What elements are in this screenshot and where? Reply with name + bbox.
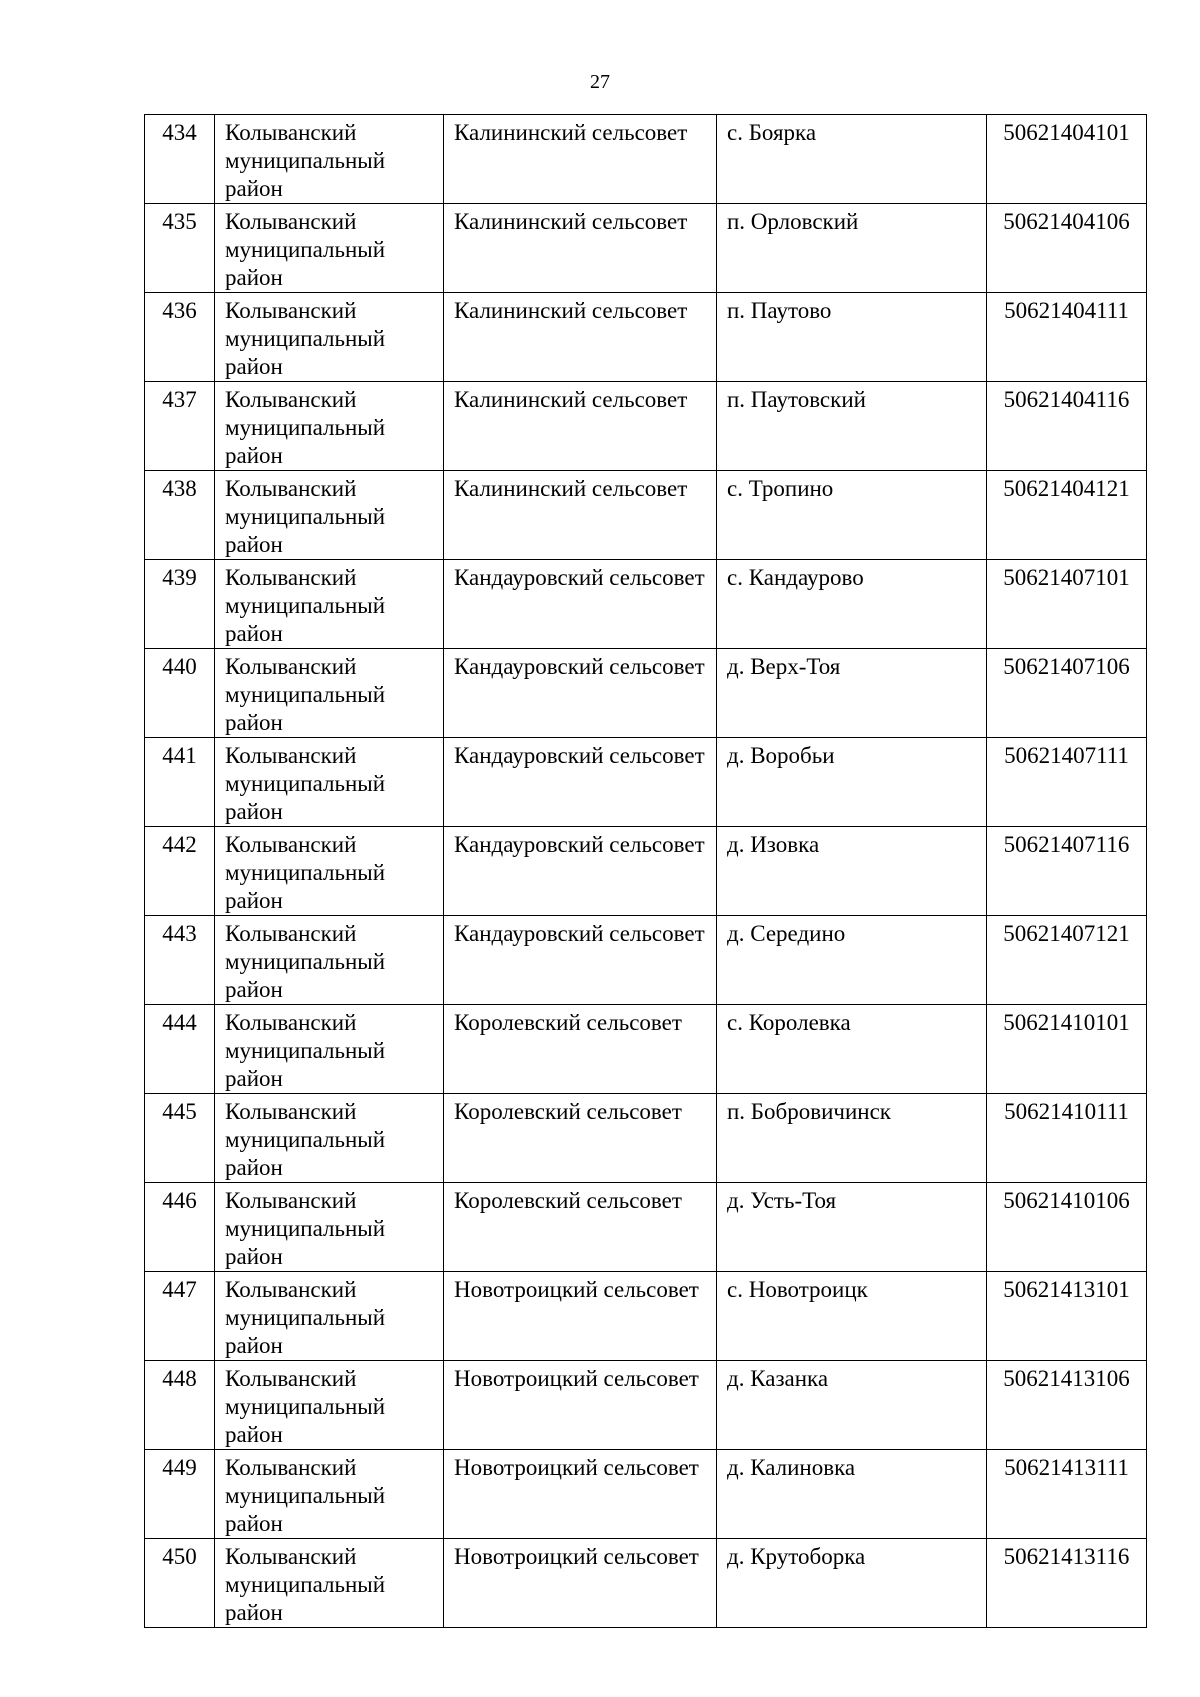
row-number-cell: 450 xyxy=(145,1539,215,1628)
code-cell: 50621407101 xyxy=(987,560,1147,649)
table-row xyxy=(145,560,1147,649)
page-number: 27 xyxy=(590,71,610,93)
row-number-cell: 438 xyxy=(145,471,215,560)
row-number-cell: 439 xyxy=(145,560,215,649)
district-cell: Колыванский муниципальный район xyxy=(215,738,444,827)
council-cell: Калининский сельсовет xyxy=(444,115,717,204)
district-cell: Колыванский муниципальный район xyxy=(215,1539,444,1628)
settlement-cell: д. Воробьи xyxy=(717,738,987,827)
settlement-cell: д. Казанка xyxy=(717,1361,987,1450)
council-cell: Калининский сельсовет xyxy=(444,471,717,560)
council-cell: Кандауровский сельсовет xyxy=(444,560,717,649)
council-cell: Кандауровский сельсовет xyxy=(444,916,717,1005)
council-cell: Калининский сельсовет xyxy=(444,204,717,293)
code-cell: 50621404111 xyxy=(987,293,1147,382)
council-cell: Новотроицкий сельсовет xyxy=(444,1361,717,1450)
council-cell: Новотроицкий сельсовет xyxy=(444,1450,717,1539)
council-cell: Калининский сельсовет xyxy=(444,382,717,471)
district-cell: Колыванский муниципальный район xyxy=(215,382,444,471)
table-row xyxy=(145,916,1147,1005)
district-cell: Колыванский муниципальный район xyxy=(215,115,444,204)
table-row xyxy=(145,382,1147,471)
table-row xyxy=(145,738,1147,827)
district-cell: Колыванский муниципальный район xyxy=(215,1272,444,1361)
council-cell: Калининский сельсовет xyxy=(444,293,717,382)
row-number-cell: 445 xyxy=(145,1094,215,1183)
district-cell: Колыванский муниципальный район xyxy=(215,1094,444,1183)
row-number-cell: 446 xyxy=(145,1183,215,1272)
table-row xyxy=(145,1094,1147,1183)
row-number-cell: 440 xyxy=(145,649,215,738)
code-cell: 50621410101 xyxy=(987,1005,1147,1094)
settlement-cell: д. Изовка xyxy=(717,827,987,916)
district-cell: Колыванский муниципальный район xyxy=(215,827,444,916)
code-cell: 50621413106 xyxy=(987,1361,1147,1450)
code-cell: 50621404116 xyxy=(987,382,1147,471)
settlement-cell: с. Королевка xyxy=(717,1005,987,1094)
row-number-cell: 443 xyxy=(145,916,215,1005)
district-cell: Колыванский муниципальный район xyxy=(215,204,444,293)
council-cell: Новотроицкий сельсовет xyxy=(444,1272,717,1361)
settlement-cell: с. Новотроицк xyxy=(717,1272,987,1361)
table-row xyxy=(145,1361,1147,1450)
row-number-cell: 444 xyxy=(145,1005,215,1094)
council-cell: Кандауровский сельсовет xyxy=(444,738,717,827)
code-cell: 50621410106 xyxy=(987,1183,1147,1272)
council-cell: Королевский сельсовет xyxy=(444,1094,717,1183)
table-row xyxy=(145,471,1147,560)
code-cell: 50621404106 xyxy=(987,204,1147,293)
council-cell: Кандауровский сельсовет xyxy=(444,649,717,738)
table-row xyxy=(145,649,1147,738)
row-number-cell: 435 xyxy=(145,204,215,293)
table-row xyxy=(145,1183,1147,1272)
district-cell: Колыванский муниципальный район xyxy=(215,1183,444,1272)
code-cell: 50621407106 xyxy=(987,649,1147,738)
district-cell: Колыванский муниципальный район xyxy=(215,1361,444,1450)
code-cell: 50621413111 xyxy=(987,1450,1147,1539)
settlement-cell: д. Верх-Тоя xyxy=(717,649,987,738)
district-cell: Колыванский муниципальный район xyxy=(215,471,444,560)
settlement-cell: д. Середино xyxy=(717,916,987,1005)
code-cell: 50621413116 xyxy=(987,1539,1147,1628)
code-cell: 50621410111 xyxy=(987,1094,1147,1183)
district-cell: Колыванский муниципальный район xyxy=(215,1005,444,1094)
table-row xyxy=(145,827,1147,916)
settlement-cell: с. Тропино xyxy=(717,471,987,560)
district-cell: Колыванский муниципальный район xyxy=(215,560,444,649)
district-cell: Колыванский муниципальный район xyxy=(215,293,444,382)
settlement-cell: п. Бобровичинск xyxy=(717,1094,987,1183)
table-row xyxy=(145,293,1147,382)
settlement-cell: п. Паутово xyxy=(717,293,987,382)
settlement-cell: д. Крутоборка xyxy=(717,1539,987,1628)
row-number-cell: 448 xyxy=(145,1361,215,1450)
row-number-cell: 441 xyxy=(145,738,215,827)
code-cell: 50621407121 xyxy=(987,916,1147,1005)
district-cell: Колыванский муниципальный район xyxy=(215,916,444,1005)
council-cell: Кандауровский сельсовет xyxy=(444,827,717,916)
row-number-cell: 447 xyxy=(145,1272,215,1361)
table-row xyxy=(145,1450,1147,1539)
settlement-cell: д. Усть-Тоя xyxy=(717,1183,987,1272)
code-cell: 50621404101 xyxy=(987,115,1147,204)
row-number-cell: 449 xyxy=(145,1450,215,1539)
code-cell: 50621413101 xyxy=(987,1272,1147,1361)
settlement-cell: с. Боярка xyxy=(717,115,987,204)
table-row xyxy=(145,115,1147,204)
district-cell: Колыванский муниципальный район xyxy=(215,1450,444,1539)
settlements-table xyxy=(144,114,1147,1628)
code-cell: 50621404121 xyxy=(987,471,1147,560)
row-number-cell: 442 xyxy=(145,827,215,916)
settlement-cell: п. Паутовский xyxy=(717,382,987,471)
settlement-cell: п. Орловский xyxy=(717,204,987,293)
settlement-cell: с. Кандаурово xyxy=(717,560,987,649)
settlement-cell: д. Калиновка xyxy=(717,1450,987,1539)
district-cell: Колыванский муниципальный район xyxy=(215,649,444,738)
council-cell: Новотроицкий сельсовет xyxy=(444,1539,717,1628)
table-row xyxy=(145,1539,1147,1628)
table-row xyxy=(145,204,1147,293)
code-cell: 50621407116 xyxy=(987,827,1147,916)
settlements-table-body xyxy=(145,115,1147,1628)
row-number-cell: 437 xyxy=(145,382,215,471)
code-cell: 50621407111 xyxy=(987,738,1147,827)
table-row xyxy=(145,1272,1147,1361)
council-cell: Королевский сельсовет xyxy=(444,1005,717,1094)
council-cell: Королевский сельсовет xyxy=(444,1183,717,1272)
row-number-cell: 434 xyxy=(145,115,215,204)
table-row xyxy=(145,1005,1147,1094)
row-number-cell: 436 xyxy=(145,293,215,382)
